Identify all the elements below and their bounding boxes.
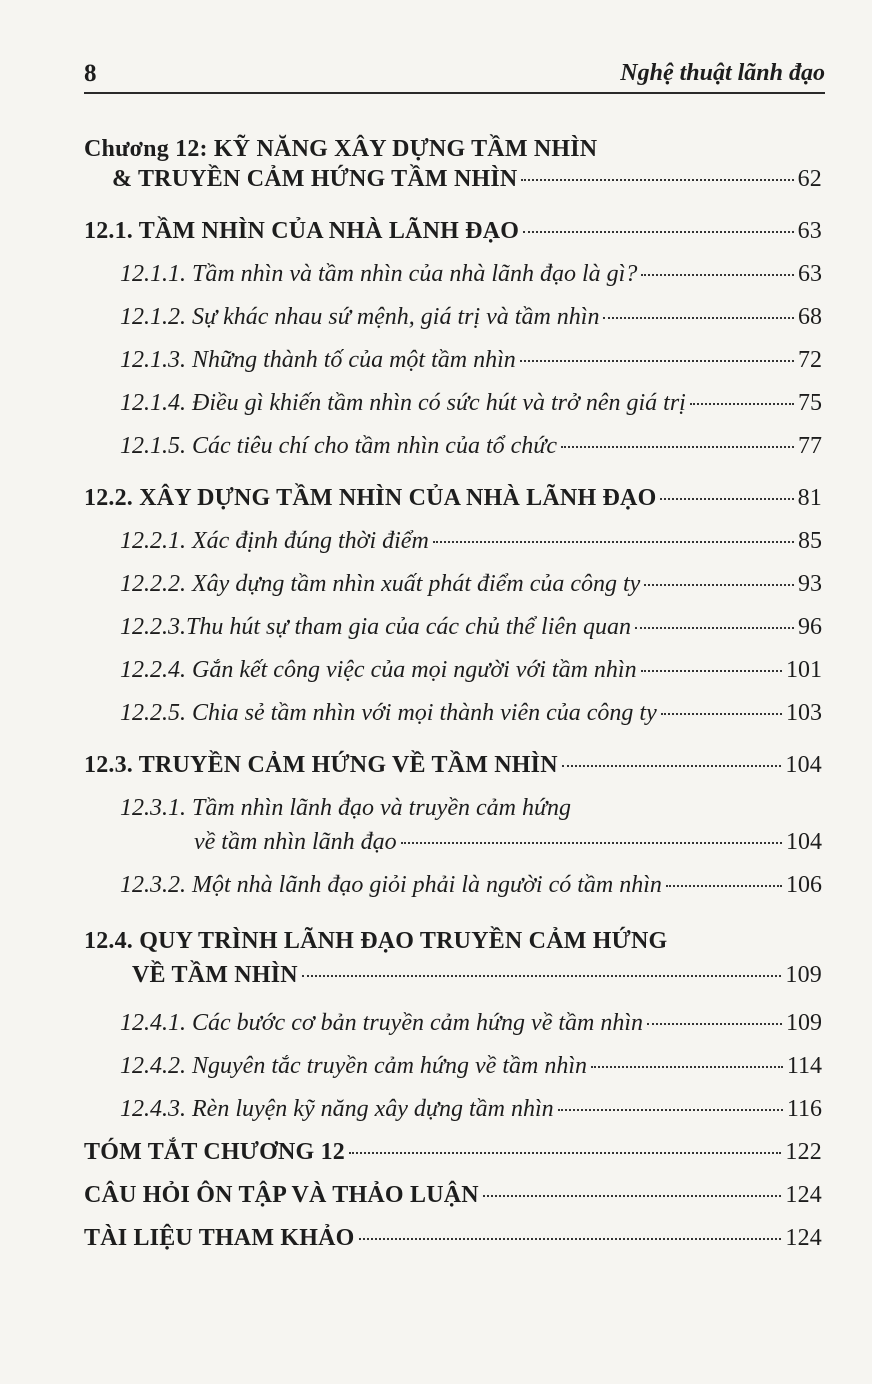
dot-leader [483,1195,782,1197]
toc-entry-subsection[interactable] [120,571,822,598]
subsection-title: 12.2.5. Chia sẻ tầm nhìn với mọi thành viên của công ty [120,700,657,726]
subsection-title: 12.1.1. Tầm nhìn và tầm nhìn của nhà lãnh đạo là gì? [120,261,638,287]
dot-leader [349,1152,781,1154]
dot-leader [520,360,794,362]
page-ref: 109 [786,1010,822,1036]
section-title: 12.1. TẦM NHÌN CỦA NHÀ LÃNH ĐẠO [84,218,520,244]
dot-leader [690,403,794,405]
page-ref: 68 [798,304,822,330]
dot-leader [562,765,782,767]
page-ref: 77 [798,433,822,459]
dot-leader [558,1109,783,1111]
dot-leader [644,584,794,586]
chapter-title-line1: Chương 12: KỸ NĂNG XÂY DỰNG TẦM NHÌN [84,136,598,162]
toc-entry-section[interactable] [84,218,822,245]
toc-entry-subsection[interactable] [194,829,822,856]
subsection-title-line2: về tầm nhìn lãnh đạo [194,829,397,855]
toc-entry-subsection[interactable] [120,347,822,374]
dot-leader [433,541,794,543]
references-title: TÀI LIỆU THAM KHẢO [84,1225,355,1251]
dot-leader [603,317,794,319]
subsection-title: 12.1.4. Điều gì khiến tầm nhìn có sức hút và trở nên giá trị [120,390,686,416]
subsection-title: 12.4.2. Nguyên tắc truyền cảm hứng về tầm nhìn [120,1053,587,1079]
page-ref: 85 [798,528,822,554]
toc-entry-subsection[interactable] [120,614,822,641]
page-ref: 63 [798,261,822,287]
page-ref: 96 [798,614,822,640]
dot-leader [401,842,782,844]
subsection-title: 12.1.2. Sự khác nhau sứ mệnh, giá trị và tầm nhìn [120,304,600,330]
toc-entry-subsection[interactable] [120,700,822,727]
toc-entry-subsection[interactable] [120,261,822,288]
subsection-title: 12.3.2. Một nhà lãnh đạo giỏi phải là người có tầm nhìn [120,872,662,898]
dot-leader [661,713,782,715]
page-ref: 104 [785,752,822,778]
section-title-line1: 12.4. QUY TRÌNH LÃNH ĐẠO TRUYỀN CẢM HỨNG [84,928,668,954]
subsection-title: 12.2.1. Xác định đúng thời điểm [120,528,429,554]
toc-entry-summary[interactable] [84,1139,822,1166]
page-ref: 62 [797,166,822,192]
toc-entry-references[interactable] [84,1225,822,1252]
dot-leader [523,231,793,233]
toc-entry-subsection[interactable] [120,390,822,417]
toc-entry-subsection[interactable] [120,304,822,331]
subsection-title: 12.2.4. Gắn kết công việc của mọi người với tầm nhìn [120,657,637,683]
dot-leader [635,627,794,629]
toc-entry-chapter[interactable] [112,166,822,193]
page-ref: 106 [786,872,822,898]
summary-title: TÓM TẮT CHƯƠNG 12 [84,1139,345,1165]
dot-leader [641,670,782,672]
toc-entry-section[interactable] [132,962,822,989]
toc-entry-subsection[interactable] [120,1010,822,1037]
toc-entry-subsection[interactable] [120,528,822,555]
dot-leader [591,1066,783,1068]
dot-leader [641,274,794,276]
page-ref: 124 [785,1182,822,1208]
page-ref: 81 [797,485,822,511]
page-ref: 75 [798,390,822,416]
book-title: Nghệ thuật lãnh đạo [620,60,825,86]
page-ref: 109 [785,962,822,988]
toc-entry-subsection[interactable] [120,657,822,684]
subsection-title: 12.1.5. Các tiêu chí cho tầm nhìn của tổ chức [120,433,558,459]
chapter-title-line2: & TRUYỀN CẢM HỨNG TẦM NHÌN [112,166,518,192]
toc-entry-subsection[interactable] [120,1096,822,1123]
subsection-title: 12.1.3. Những thành tố của một tầm nhìn [120,347,516,373]
page-ref: 101 [786,657,822,683]
questions-title: CÂU HỎI ÔN TẬP VÀ THẢO LUẬN [84,1182,479,1208]
dot-leader [660,498,793,500]
page-header [84,58,825,94]
page-ref: 63 [797,218,822,244]
dot-leader [666,885,782,887]
toc-entry-section[interactable] [84,752,822,779]
toc-entry-section[interactable] [84,485,822,512]
dot-leader [647,1023,782,1025]
subsection-title-line1: 12.3.1. Tầm nhìn lãnh đạo và truyền cảm hứng [120,795,572,821]
section-title: 12.2. XÂY DỰNG TẦM NHÌN CỦA NHÀ LÃNH ĐẠO [84,485,657,511]
toc-entry-questions[interactable] [84,1182,822,1209]
dot-leader [521,179,793,181]
toc-entry-subsection[interactable] [120,1053,822,1080]
toc-entry-subsection[interactable] [120,433,822,460]
dot-leader [302,975,782,977]
page-ref: 103 [786,700,822,726]
page-ref: 122 [785,1139,822,1165]
section-title: 12.3. TRUYỀN CẢM HỨNG VỀ TẦM NHÌN [84,752,558,778]
dot-leader [359,1238,782,1240]
subsection-title: 12.2.2. Xây dựng tầm nhìn xuất phát điểm của công ty [120,571,641,597]
page-ref: 72 [798,347,822,373]
dot-leader [561,446,794,448]
page-ref: 116 [786,1096,822,1122]
page-ref: 114 [786,1053,822,1079]
toc-entry-subsection[interactable] [120,872,822,899]
page-number: 8 [84,60,97,87]
subsection-title: 12.4.1. Các bước cơ bản truyền cảm hứng về tầm nhìn [120,1010,644,1036]
section-title-line2: VỀ TẦM NHÌN [132,962,298,988]
subsection-title: 12.2.3.Thu hút sự tham gia của các chủ thể liên quan [120,614,632,640]
page-ref: 93 [798,571,822,597]
page-ref: 124 [785,1225,822,1251]
page-ref: 104 [786,829,822,855]
subsection-title: 12.4.3. Rèn luyện kỹ năng xây dựng tầm nhìn [120,1096,554,1122]
